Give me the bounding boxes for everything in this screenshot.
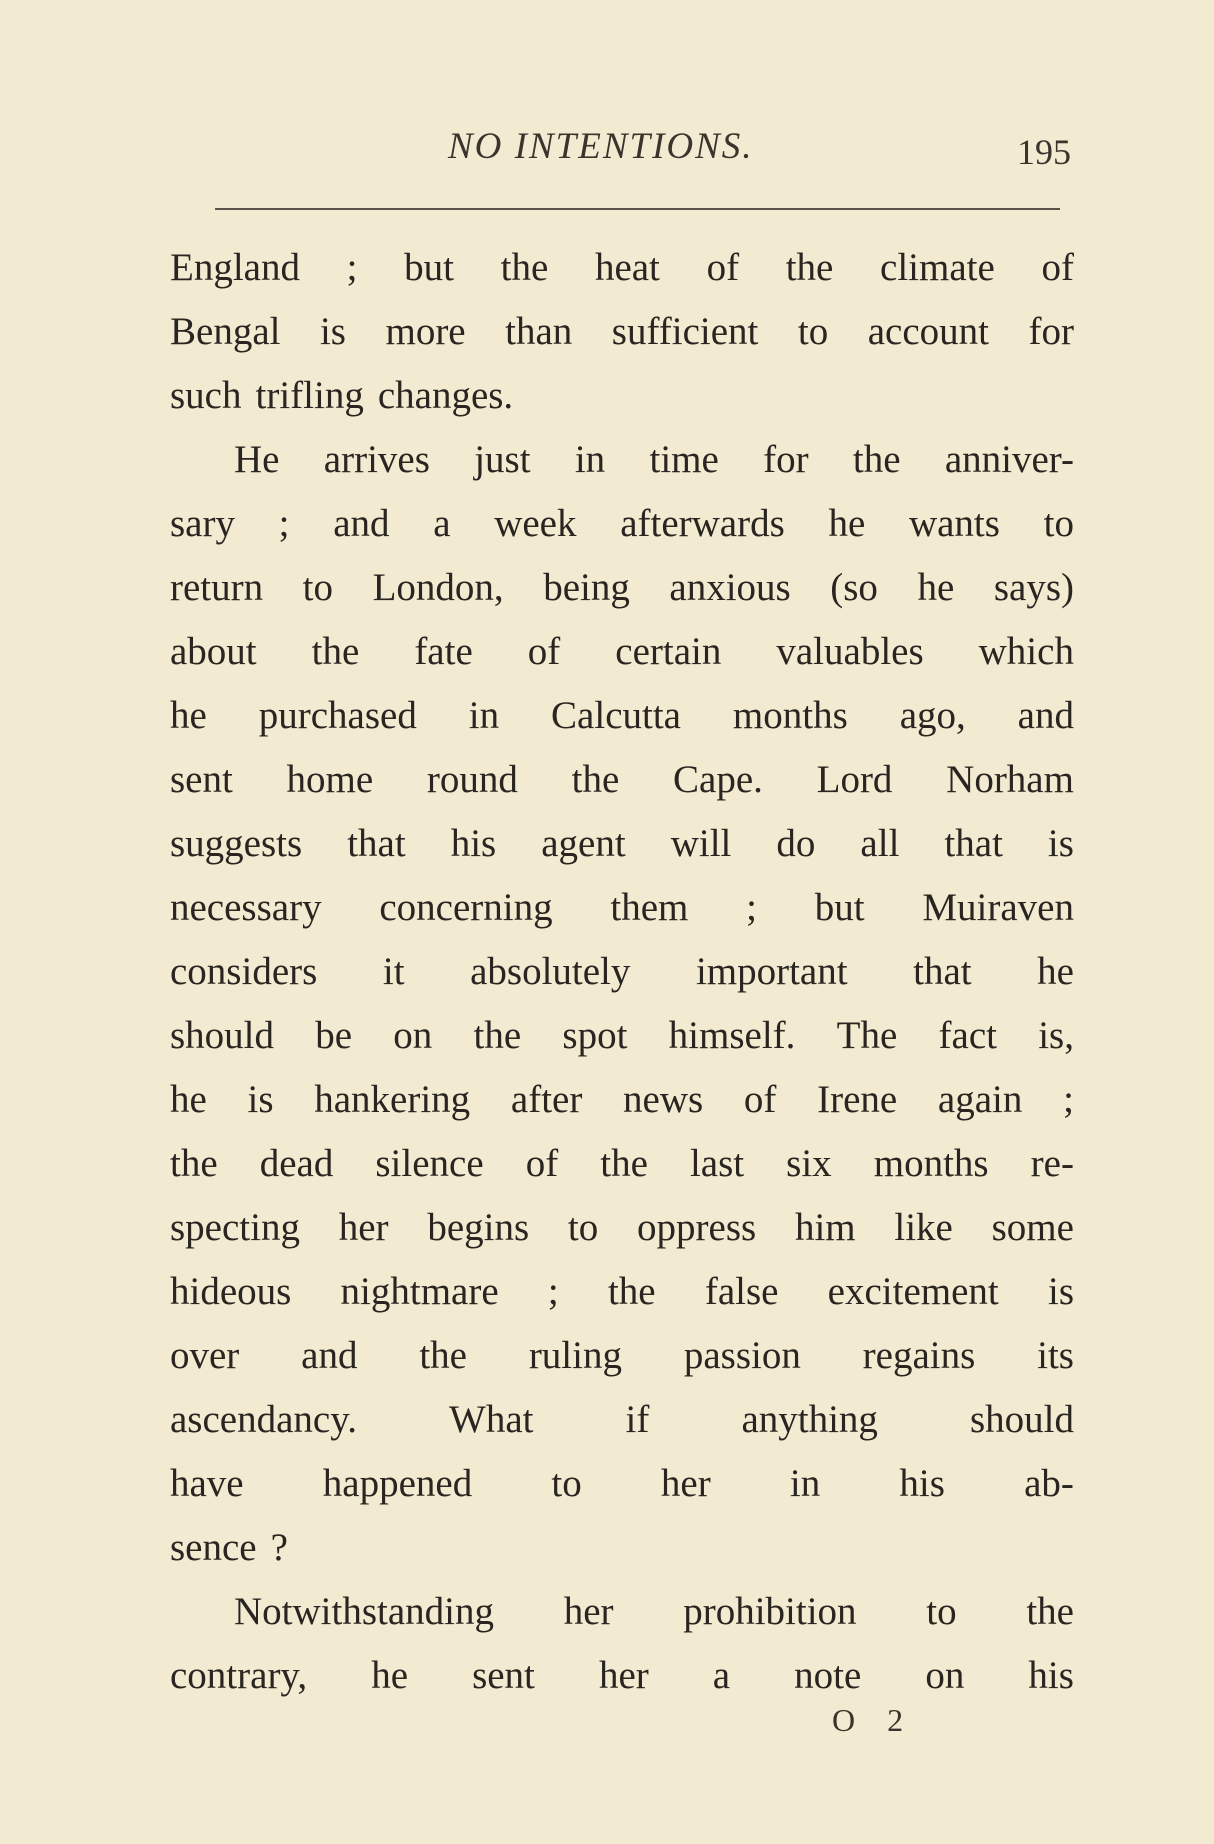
word: again — [937, 1078, 1023, 1121]
word: the — [600, 1142, 648, 1185]
running-title: NO INTENTIONS. — [448, 126, 754, 167]
word: of — [706, 246, 740, 289]
text-line — [170, 812, 1074, 876]
word: ? — [270, 1526, 288, 1569]
word: her — [660, 1462, 711, 1505]
word: note — [794, 1654, 862, 1697]
text-line — [170, 428, 1074, 492]
word: agent — [541, 822, 626, 865]
word: prohibition — [683, 1590, 857, 1633]
word: round — [426, 758, 518, 801]
word: wants — [908, 502, 1000, 545]
word: Norham — [946, 758, 1074, 801]
word: suggests — [170, 822, 303, 865]
word: months — [732, 694, 848, 737]
word: considers — [170, 950, 318, 993]
word: Lord — [816, 758, 893, 801]
word: them — [610, 886, 689, 929]
word: time — [649, 438, 719, 481]
text-line — [170, 1196, 1074, 1260]
word: anxious — [669, 566, 791, 609]
word: sary — [170, 502, 235, 545]
word: for — [763, 438, 809, 481]
text-line — [170, 1644, 1074, 1708]
word: climate — [880, 246, 995, 289]
word: such — [170, 374, 242, 417]
word: begins — [427, 1206, 530, 1249]
word: some — [991, 1206, 1074, 1249]
word: London, — [372, 566, 504, 609]
word: like — [894, 1206, 953, 1249]
word: of — [527, 630, 561, 673]
word: more — [385, 310, 466, 353]
text-line — [170, 300, 1074, 364]
word: happened — [322, 1462, 473, 1505]
word: spot — [562, 1014, 628, 1057]
text-line — [170, 1324, 1074, 1388]
word: news — [623, 1078, 704, 1121]
word: he — [828, 502, 866, 545]
word: England — [170, 246, 300, 289]
word: is — [1047, 1270, 1074, 1313]
word: that — [913, 950, 972, 993]
word: trifling — [255, 374, 364, 417]
word: Notwithstanding — [234, 1590, 494, 1633]
word: return — [170, 566, 264, 609]
word: contrary, — [170, 1654, 308, 1697]
word: is — [247, 1078, 274, 1121]
word: fate — [414, 630, 473, 673]
word: the — [607, 1270, 656, 1313]
word: absolutely — [470, 950, 631, 993]
word: hideous — [170, 1270, 292, 1313]
word: regains — [862, 1334, 976, 1377]
word: being — [543, 566, 630, 609]
word: he — [917, 566, 955, 609]
word: on — [393, 1014, 433, 1057]
word: he — [371, 1654, 409, 1697]
text-line — [170, 1260, 1074, 1324]
word: her — [563, 1590, 614, 1633]
text-line — [170, 940, 1074, 1004]
word: ruling — [528, 1334, 622, 1377]
word: its — [1037, 1334, 1074, 1377]
word: if — [625, 1398, 650, 1441]
word: in — [789, 1462, 821, 1505]
word: and — [301, 1334, 358, 1377]
word: but — [404, 246, 454, 289]
word: (so — [830, 566, 878, 609]
word: in — [468, 694, 500, 737]
text-line — [170, 1388, 1074, 1452]
word: ; — [346, 246, 358, 289]
word: home — [286, 758, 374, 801]
word: ; — [746, 886, 757, 929]
word: sufficient — [611, 310, 759, 353]
word: afterwards — [620, 502, 785, 545]
text-line — [170, 236, 1074, 300]
word: on — [925, 1654, 965, 1697]
page-number: 195 — [1017, 132, 1071, 172]
word: anniver- — [944, 438, 1074, 481]
word: ascendancy. — [170, 1398, 357, 1441]
text-line — [170, 492, 1074, 556]
word: Calcutta — [551, 694, 681, 737]
word: the — [1026, 1590, 1074, 1633]
word: arrives — [323, 438, 430, 481]
word: concerning — [379, 886, 553, 929]
word: oppress — [637, 1206, 757, 1249]
text-line — [170, 620, 1074, 684]
word: Cape. — [673, 758, 763, 801]
word: ; — [547, 1270, 559, 1313]
word: important — [695, 950, 848, 993]
word: his — [899, 1462, 945, 1505]
text-line — [170, 364, 1074, 428]
word: the — [785, 246, 834, 289]
word: to — [567, 1206, 599, 1249]
word: be — [315, 1014, 353, 1057]
text-line — [170, 1004, 1074, 1068]
word: false — [704, 1270, 779, 1313]
word: ; — [1063, 1078, 1074, 1121]
word: silence — [375, 1142, 484, 1185]
word: after — [510, 1078, 583, 1121]
word: to — [797, 310, 829, 353]
word: he — [1037, 950, 1074, 993]
word: sence — [170, 1526, 257, 1569]
word: and — [333, 502, 390, 545]
word: passion — [683, 1334, 801, 1377]
word: anything — [741, 1398, 878, 1441]
word: hankering — [314, 1078, 471, 1121]
word: than — [505, 310, 573, 353]
word: the — [419, 1334, 467, 1377]
word: in — [574, 438, 606, 481]
text-line — [170, 748, 1074, 812]
word: he — [170, 1078, 207, 1121]
word: last — [689, 1142, 745, 1185]
word: to — [551, 1462, 582, 1505]
word: excitement — [827, 1270, 999, 1313]
word: have — [170, 1462, 244, 1505]
word: nightmare — [340, 1270, 499, 1313]
word: should — [969, 1398, 1074, 1441]
word: heat — [594, 246, 660, 289]
word: of — [1041, 246, 1074, 289]
word: Muiraven — [922, 886, 1074, 929]
word: he — [170, 694, 207, 737]
word: What — [449, 1398, 534, 1441]
text-line — [170, 1516, 1074, 1580]
word: certain — [615, 630, 722, 673]
word: valuables — [776, 630, 924, 673]
word: sent — [472, 1654, 535, 1697]
word: Irene — [817, 1078, 898, 1121]
text-line — [170, 1068, 1074, 1132]
signature-mark: O 2 — [832, 1702, 916, 1738]
word: ago, — [899, 694, 966, 737]
word: six — [786, 1142, 832, 1185]
word: it — [382, 950, 405, 993]
word: is — [319, 310, 346, 353]
text-line — [170, 684, 1074, 748]
text-line — [170, 1132, 1074, 1196]
word: sent — [170, 758, 233, 801]
word: the — [571, 758, 620, 801]
body-text — [170, 236, 1074, 1708]
word: dead — [259, 1142, 334, 1185]
word: is — [1047, 822, 1074, 865]
word: his — [450, 822, 497, 865]
word: her — [338, 1206, 389, 1249]
word: is, — [1038, 1014, 1074, 1057]
word: necessary — [170, 886, 322, 929]
word: to — [926, 1590, 957, 1633]
text-line — [170, 1580, 1074, 1644]
word: do — [776, 822, 816, 865]
word: the — [473, 1014, 522, 1057]
running-header — [0, 125, 1214, 175]
word: just — [474, 438, 531, 481]
word: the — [311, 630, 360, 673]
word: about — [170, 630, 257, 673]
word: to — [1043, 502, 1074, 545]
word: the — [500, 246, 549, 289]
word: account — [867, 310, 989, 353]
word: The — [836, 1014, 898, 1057]
word: the — [852, 438, 901, 481]
word: purchased — [258, 694, 417, 737]
word: that — [347, 822, 406, 865]
word: months — [873, 1142, 989, 1185]
header-rule — [215, 208, 1060, 210]
word: a — [433, 502, 451, 545]
word: says) — [993, 566, 1074, 609]
word: re- — [1030, 1142, 1074, 1185]
text-line — [170, 876, 1074, 940]
word: but — [814, 886, 865, 929]
word: over — [170, 1334, 240, 1377]
word: which — [978, 630, 1074, 673]
word: specting — [170, 1206, 300, 1249]
word: ab- — [1024, 1462, 1074, 1505]
word: Bengal — [170, 310, 281, 353]
word: that — [944, 822, 1003, 865]
word: his — [1028, 1654, 1074, 1697]
word: changes. — [377, 374, 514, 417]
word: to — [302, 566, 334, 609]
word: him — [794, 1206, 856, 1249]
word: a — [712, 1654, 731, 1697]
word: should — [170, 1014, 275, 1057]
text-line — [170, 1452, 1074, 1516]
word: the — [170, 1142, 218, 1185]
word: week — [494, 502, 577, 545]
word: ; — [278, 502, 290, 545]
word: her — [598, 1654, 649, 1697]
word: himself. — [668, 1014, 796, 1057]
word: of — [743, 1078, 777, 1121]
word: will — [670, 822, 732, 865]
word: all — [860, 822, 900, 865]
text-line — [170, 556, 1074, 620]
word: fact — [938, 1014, 997, 1057]
word: for — [1028, 310, 1074, 353]
word: and — [1017, 694, 1074, 737]
word: of — [525, 1142, 559, 1185]
word: He — [234, 438, 280, 481]
